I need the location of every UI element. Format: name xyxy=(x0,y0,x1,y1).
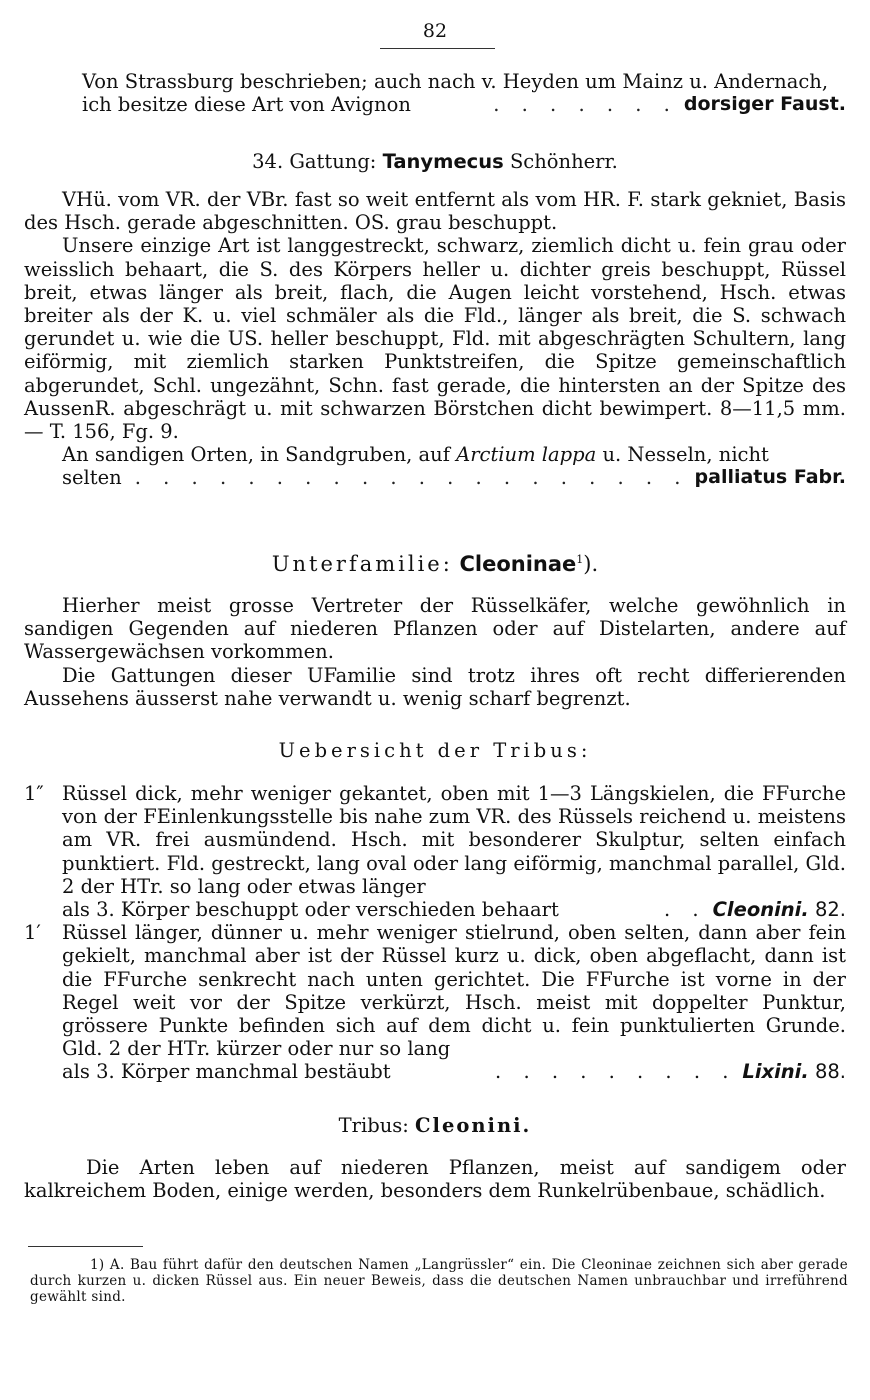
subfamily-end: ). xyxy=(583,552,599,576)
genus-name: Tanymecus xyxy=(382,150,504,173)
habitat-text-a: An sandigen Orten, in Sandgruben, auf xyxy=(62,443,450,467)
genus-description-block xyxy=(24,188,846,490)
couplet-text: Rüssel länger, dünner u. mehr weniger stielrund, oben selten, dann aber fein gekielt, manchmal aber ist der Rüssel kurz u. dick, oben abgeflacht, dann ist die FFurche senkrecht nach unten gerichtet. Die FFurche ist vorne in der Regel weit vor der Spitze verkürzt, Hsch. meist mit doppelter Punktur, grössere Punkte befinden sich auf dem dicht u. fein punktulierten Grunde. Gld. 2 der HTr. kürzer oder nur so lang xyxy=(62,921,846,1061)
species-name-palliatus: palliatus Fabr. xyxy=(694,466,846,489)
tribe-description: Die Arten leben auf niederen Pflanzen, meist auf sandigem oder kalkreichem Boden, einige werden, besonders dem Runkelrübenbaue, schädlich. xyxy=(24,1156,846,1203)
footnote-mark: 1) xyxy=(90,1257,105,1273)
tribe-prefix: Tribus: xyxy=(338,1114,409,1137)
subfamily-paragraph-2: Die Gattungen dieser UFamilie sind trotz ihres oft recht differierenden Aussehens äusserst nahe verwandt u. wenig scharf begrenzt. xyxy=(24,663,846,710)
genus-description: VHü. vom VR. der VBr. fast so weit entfernt als vom HR. F. stark gekniet, Basis des Hsch. gerade abgeschnitten. OS. grau beschuppt. xyxy=(24,188,846,235)
couplet-page: 88. xyxy=(814,1060,846,1084)
intro-leader-dots: . . . . . . . xyxy=(493,93,678,117)
habitat-line-2 xyxy=(24,466,846,489)
habitat-line-1 xyxy=(24,443,846,466)
footnote xyxy=(30,1258,848,1305)
genus-author: Schönherr. xyxy=(509,150,618,173)
tribe-heading xyxy=(24,1114,846,1137)
tribe-name: Cleonini. xyxy=(415,1114,532,1137)
subfamily-description-block xyxy=(24,594,846,710)
couplet-last-line xyxy=(62,1060,846,1083)
key-block xyxy=(24,782,846,1084)
key-couplet-2 xyxy=(24,921,846,1083)
footnote-text: A. Bau führt dafür den deutschen Namen „Langrüssler“ ein. Die Cleoninae zeichnen sich aber gerade durch kurzen u. dicken Rüssel aus. Ein neuer Beweis, dass die deutschen Namen unbrauchbar und irreführend gewählt sind. xyxy=(30,1257,849,1305)
tribe-description-block xyxy=(24,1156,846,1202)
intro-text: ich besitze diese Art von Avignon xyxy=(82,93,411,117)
species-name-dorsiger: dorsiger Faust. xyxy=(683,93,846,116)
couplet-leader-dots: . . . . . . . . . xyxy=(495,1060,737,1084)
subfamily-prefix: Unterfamilie: xyxy=(271,552,453,576)
couplet-last-text: als 3. Körper beschuppt oder verschieden behaart xyxy=(62,898,559,922)
header-rule xyxy=(380,48,495,49)
couplet-text: Rüssel dick, mehr weniger gekantet, oben mit 1—3 Längskielen, die FFurche von der FEinlenkungsstelle bis nahe zum VR. des Rüssels reichend u. meistens am VR. frei ausmündend. Hsch. mit besonderer Skulptur, selten einfach punktiert. Fld. gestreckt, lang oval oder lang eiförmig, manchmal parallel, Gld. 2 der HTr. so lang oder etwas länger xyxy=(62,782,846,898)
footnote-marker: 1 xyxy=(576,553,584,566)
couplet-leader-dots: . . xyxy=(664,898,707,922)
genus-heading xyxy=(24,150,846,173)
couplet-number: 1′ xyxy=(24,921,41,945)
key-heading-text: Uebersicht der Tribus: xyxy=(278,739,592,762)
genus-prefix: 34. Gattung: xyxy=(252,150,377,173)
intro-block xyxy=(24,70,846,116)
couplet-last-text: als 3. Körper manchmal bestäubt xyxy=(62,1060,391,1084)
key-heading xyxy=(24,739,846,762)
page-number: 82 xyxy=(422,20,448,42)
footnote-rule xyxy=(28,1246,143,1247)
species-description: Unsere einzige Art ist langgestreckt, schwarz, ziemlich dicht u. fein grau oder weisslich behaart, die S. des Körpers heller u. dichter greis beschuppt, Rüssel breit, etwas länger als breit, flach, die Augen leicht vorstehend, Hsch. etwas breiter als der K. u. viel schmäler als die Fld., länger als breit, die S. schwach gerundet u. wie die US. heller beschuppt, Fld. mit abgeschrägten Schultern, lang eiförmig, mit ziemlich starken Punktstreifen, die Spitze gemeinschaftlich abgerundet, Schl. ungezähnt, Schn. fast gerade, die hintersten an der Spitze des AussenR. abgeschrägt u. mit schwarzen Börstchen dicht bewimpert. 8—11,5 mm. — T. 156, Fg. 9. xyxy=(24,234,846,444)
habitat-leader-dots: . . . . . . . . . . . . . . . . . . . . xyxy=(134,466,689,490)
couplet-taxon: Cleonini. xyxy=(712,898,809,922)
couplet-last-line xyxy=(62,898,846,921)
intro-line-1: Von Strassburg beschrieben; auch nach v. Heyden um Mainz u. Andernach, xyxy=(82,70,829,93)
habitat-plant: Arctium lappa xyxy=(456,443,597,467)
subfamily-name: Cleoninae xyxy=(459,552,577,576)
subfamily-heading xyxy=(24,553,846,576)
key-couplet-1 xyxy=(24,782,846,921)
subfamily-paragraph-1: Hierher meist grosse Vertreter der Rüsselkäfer, welche gewöhnlich in sandigen Gegenden auf niederen Pflanzen oder auf Distelarten, andere auf Wassergewächsen vorkommen. xyxy=(24,594,846,664)
couplet-taxon: Lixini. xyxy=(742,1060,809,1084)
couplet-number: 1″ xyxy=(24,782,44,805)
habitat-text-end: selten xyxy=(62,466,122,490)
habitat-text-b: u. Nesseln, nicht xyxy=(602,443,769,467)
intro-line-2 xyxy=(24,93,846,116)
couplet-page: 82. xyxy=(814,898,846,922)
